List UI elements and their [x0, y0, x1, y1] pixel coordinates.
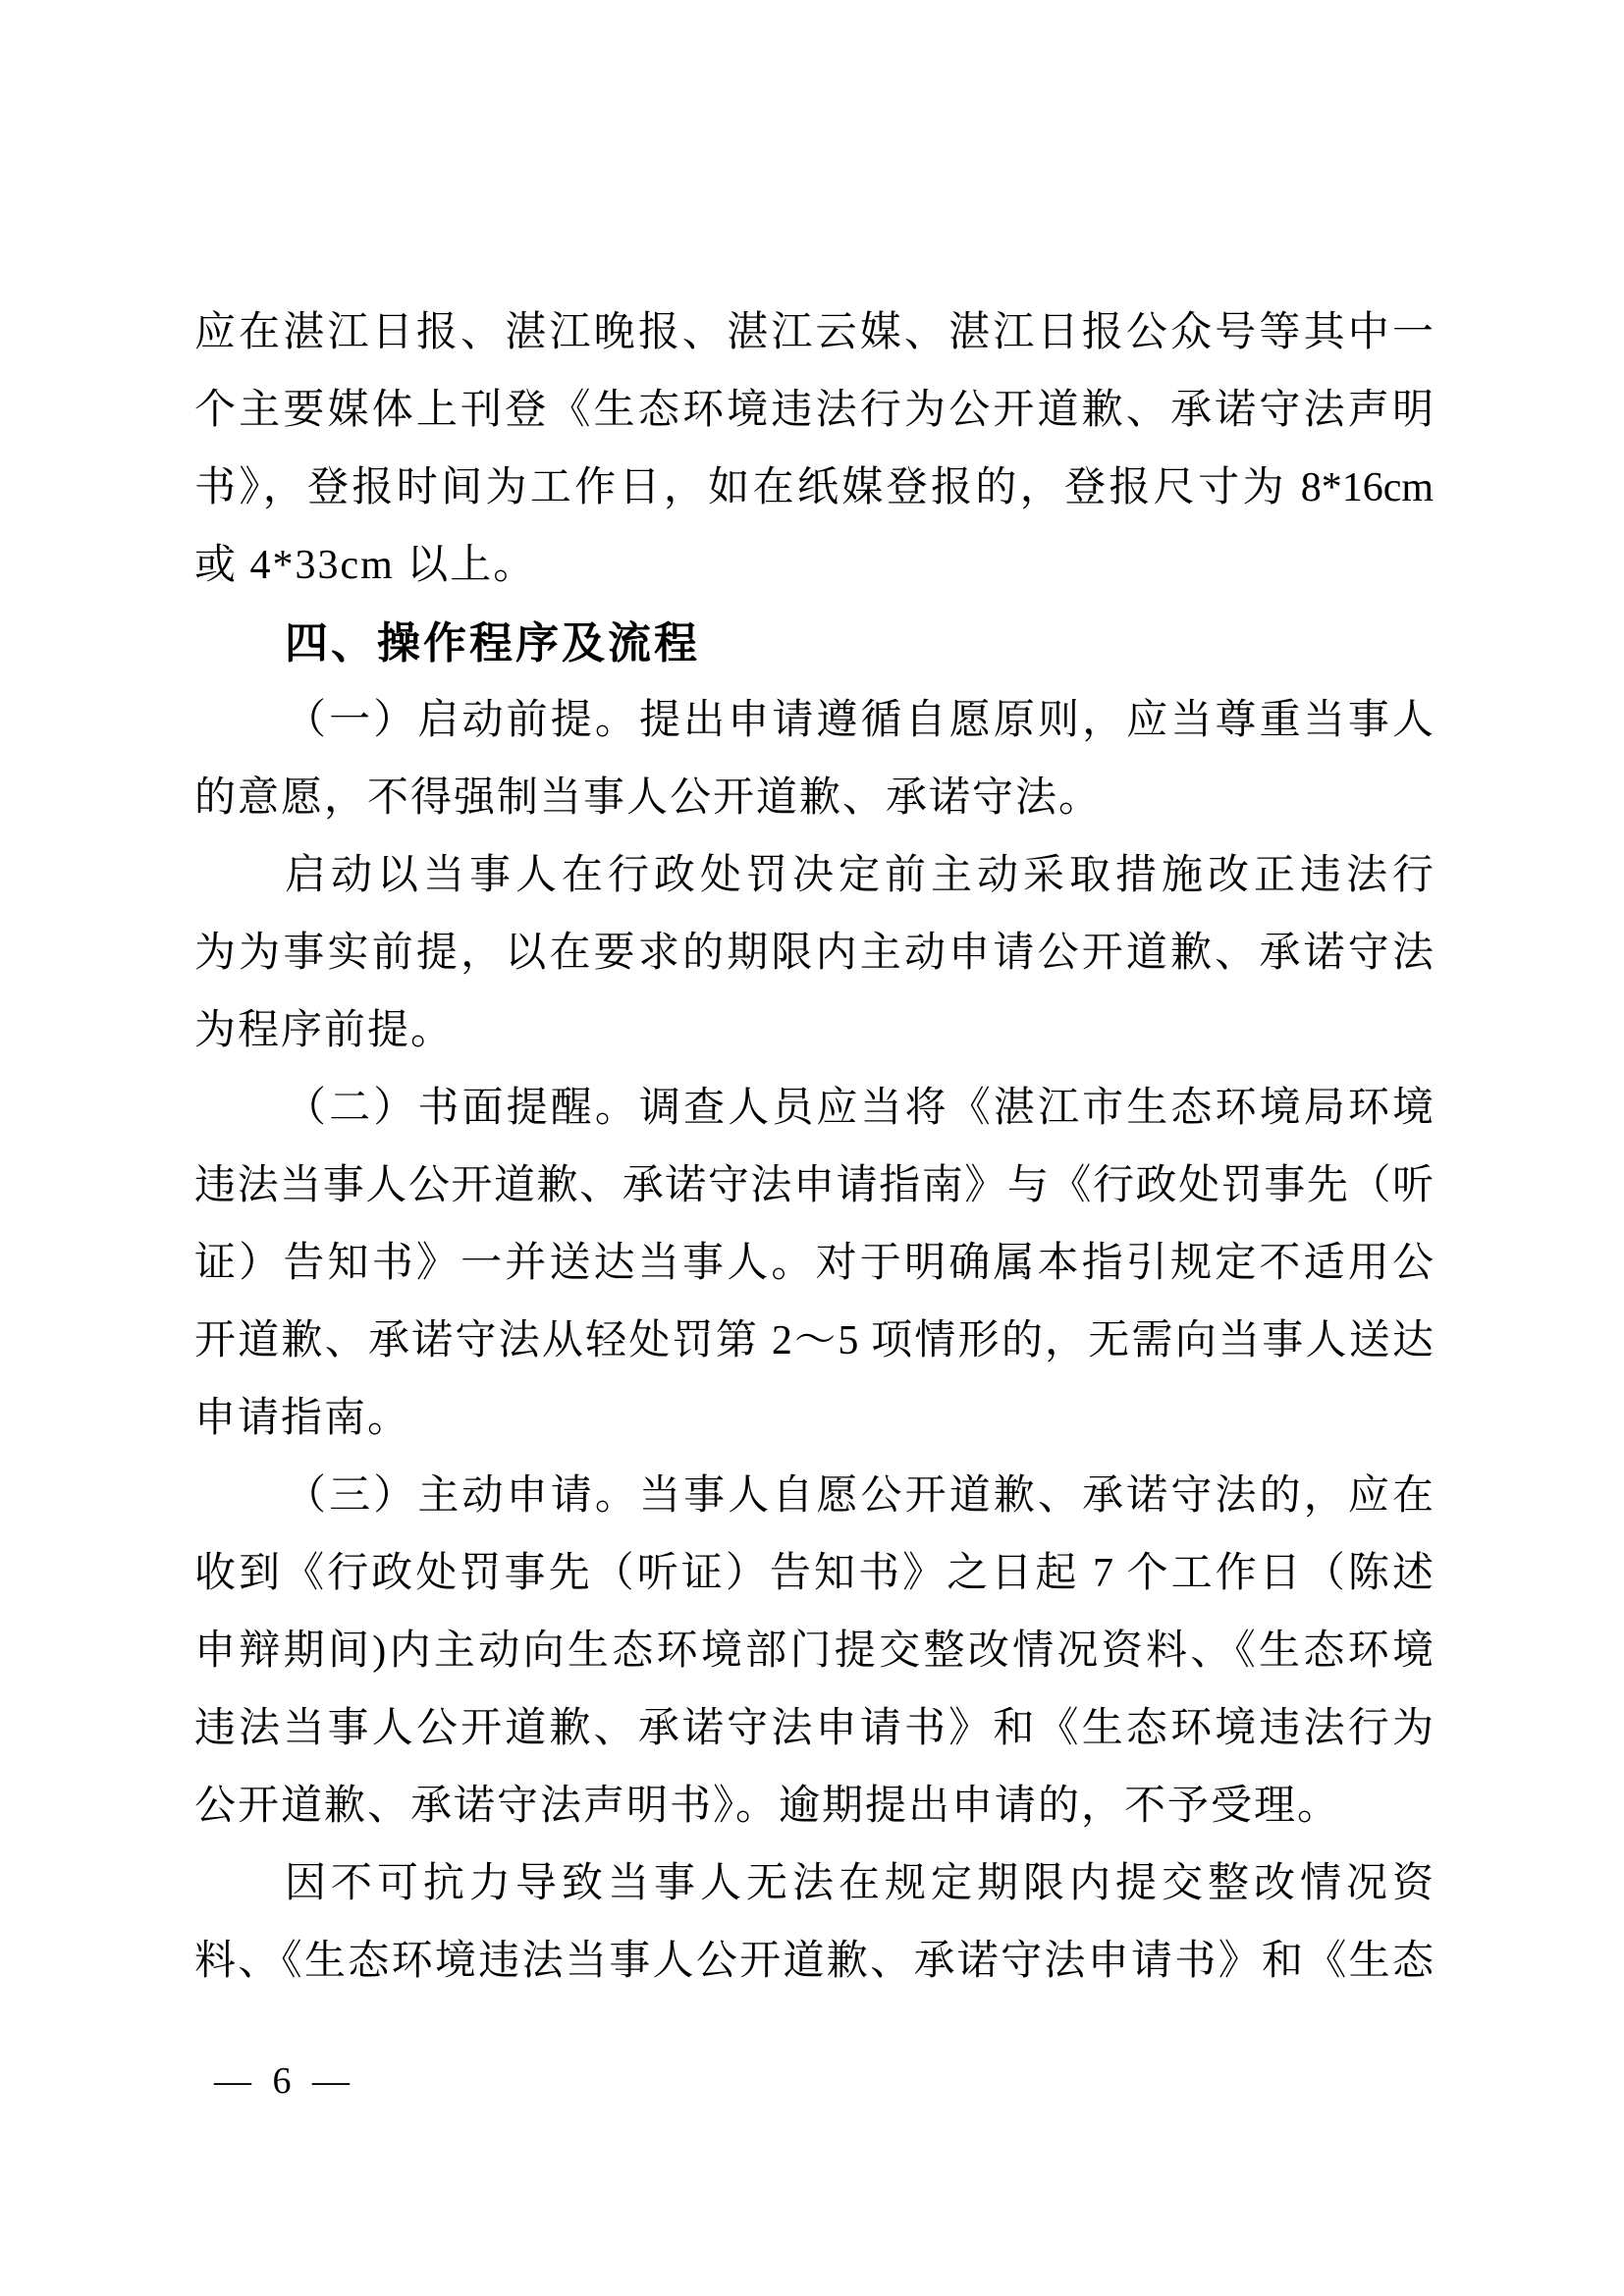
text-line: 个主要媒体上刊登《生态环境违法行为公开道歉、承诺守法声明 — [194, 388, 1434, 433]
text-line: 证）告知书》一并送达当事人。对于明确属本指引规定不适用公 — [194, 1241, 1434, 1286]
text-line: 收到《行政处罚事先（听证）告知书》之日起 7 个工作日（陈述 — [194, 1551, 1434, 1596]
text-line: 违法当事人公开道歉、承诺守法申请指南》与《行政处罚事先（听 — [194, 1163, 1434, 1208]
text-line: 开道歉、承诺守法从轻处罚第 2～5 项情形的，无需向当事人送达 — [194, 1318, 1434, 1363]
text-line: 因不可抗力导致当事人无法在规定期限内提交整改情况资 — [285, 1861, 1434, 1906]
text-line: 应在湛江日报、湛江晚报、湛江云媒、湛江日报公众号等其中一 — [194, 310, 1434, 355]
text-line: （三）主动申请。当事人自愿公开道歉、承诺守法的，应在 — [285, 1473, 1434, 1519]
text-line: 料、《生态环境违法当事人公开道歉、承诺守法申请书》和《生态 — [194, 1939, 1434, 1984]
section-heading: 四、操作程序及流程 — [285, 619, 700, 667]
text-line: 公开道歉、承诺守法声明书》。逾期提出申请的，不予受理。 — [194, 1784, 1341, 1829]
document-body — [194, 294, 1434, 2001]
text-line: 申请指南。 — [194, 1396, 411, 1441]
text-line: 违法当事人公开道歉、承诺守法申请书》和《生态环境违法行为 — [194, 1706, 1434, 1751]
text-line: 为程序前提。 — [194, 1008, 455, 1053]
text-line: （二）书面提醒。调查人员应当将《湛江市生态环境局环境 — [285, 1086, 1434, 1131]
text-line: 或 4*33cm 以上。 — [194, 543, 537, 588]
text-line: 的意愿，不得强制当事人公开道歉、承诺守法。 — [194, 775, 1103, 821]
text-line: 申辩期间)内主动向生态环境部门提交整改情况资料、《生态环境 — [194, 1629, 1434, 1674]
text-line: （一）启动前提。提出申请遵循自愿原则，应当尊重当事人 — [285, 698, 1434, 743]
page-number: — 6 — — [214, 2060, 355, 2102]
text-line: 为为事实前提，以在要求的期限内主动申请公开道歉、承诺守法 — [194, 931, 1434, 976]
text-line: 书》，登报时间为工作日，如在纸媒登报的，登报尺寸为 8*16cm — [194, 465, 1434, 510]
text-line: 启动以当事人在行政处罚决定前主动采取措施改正违法行 — [285, 853, 1434, 898]
